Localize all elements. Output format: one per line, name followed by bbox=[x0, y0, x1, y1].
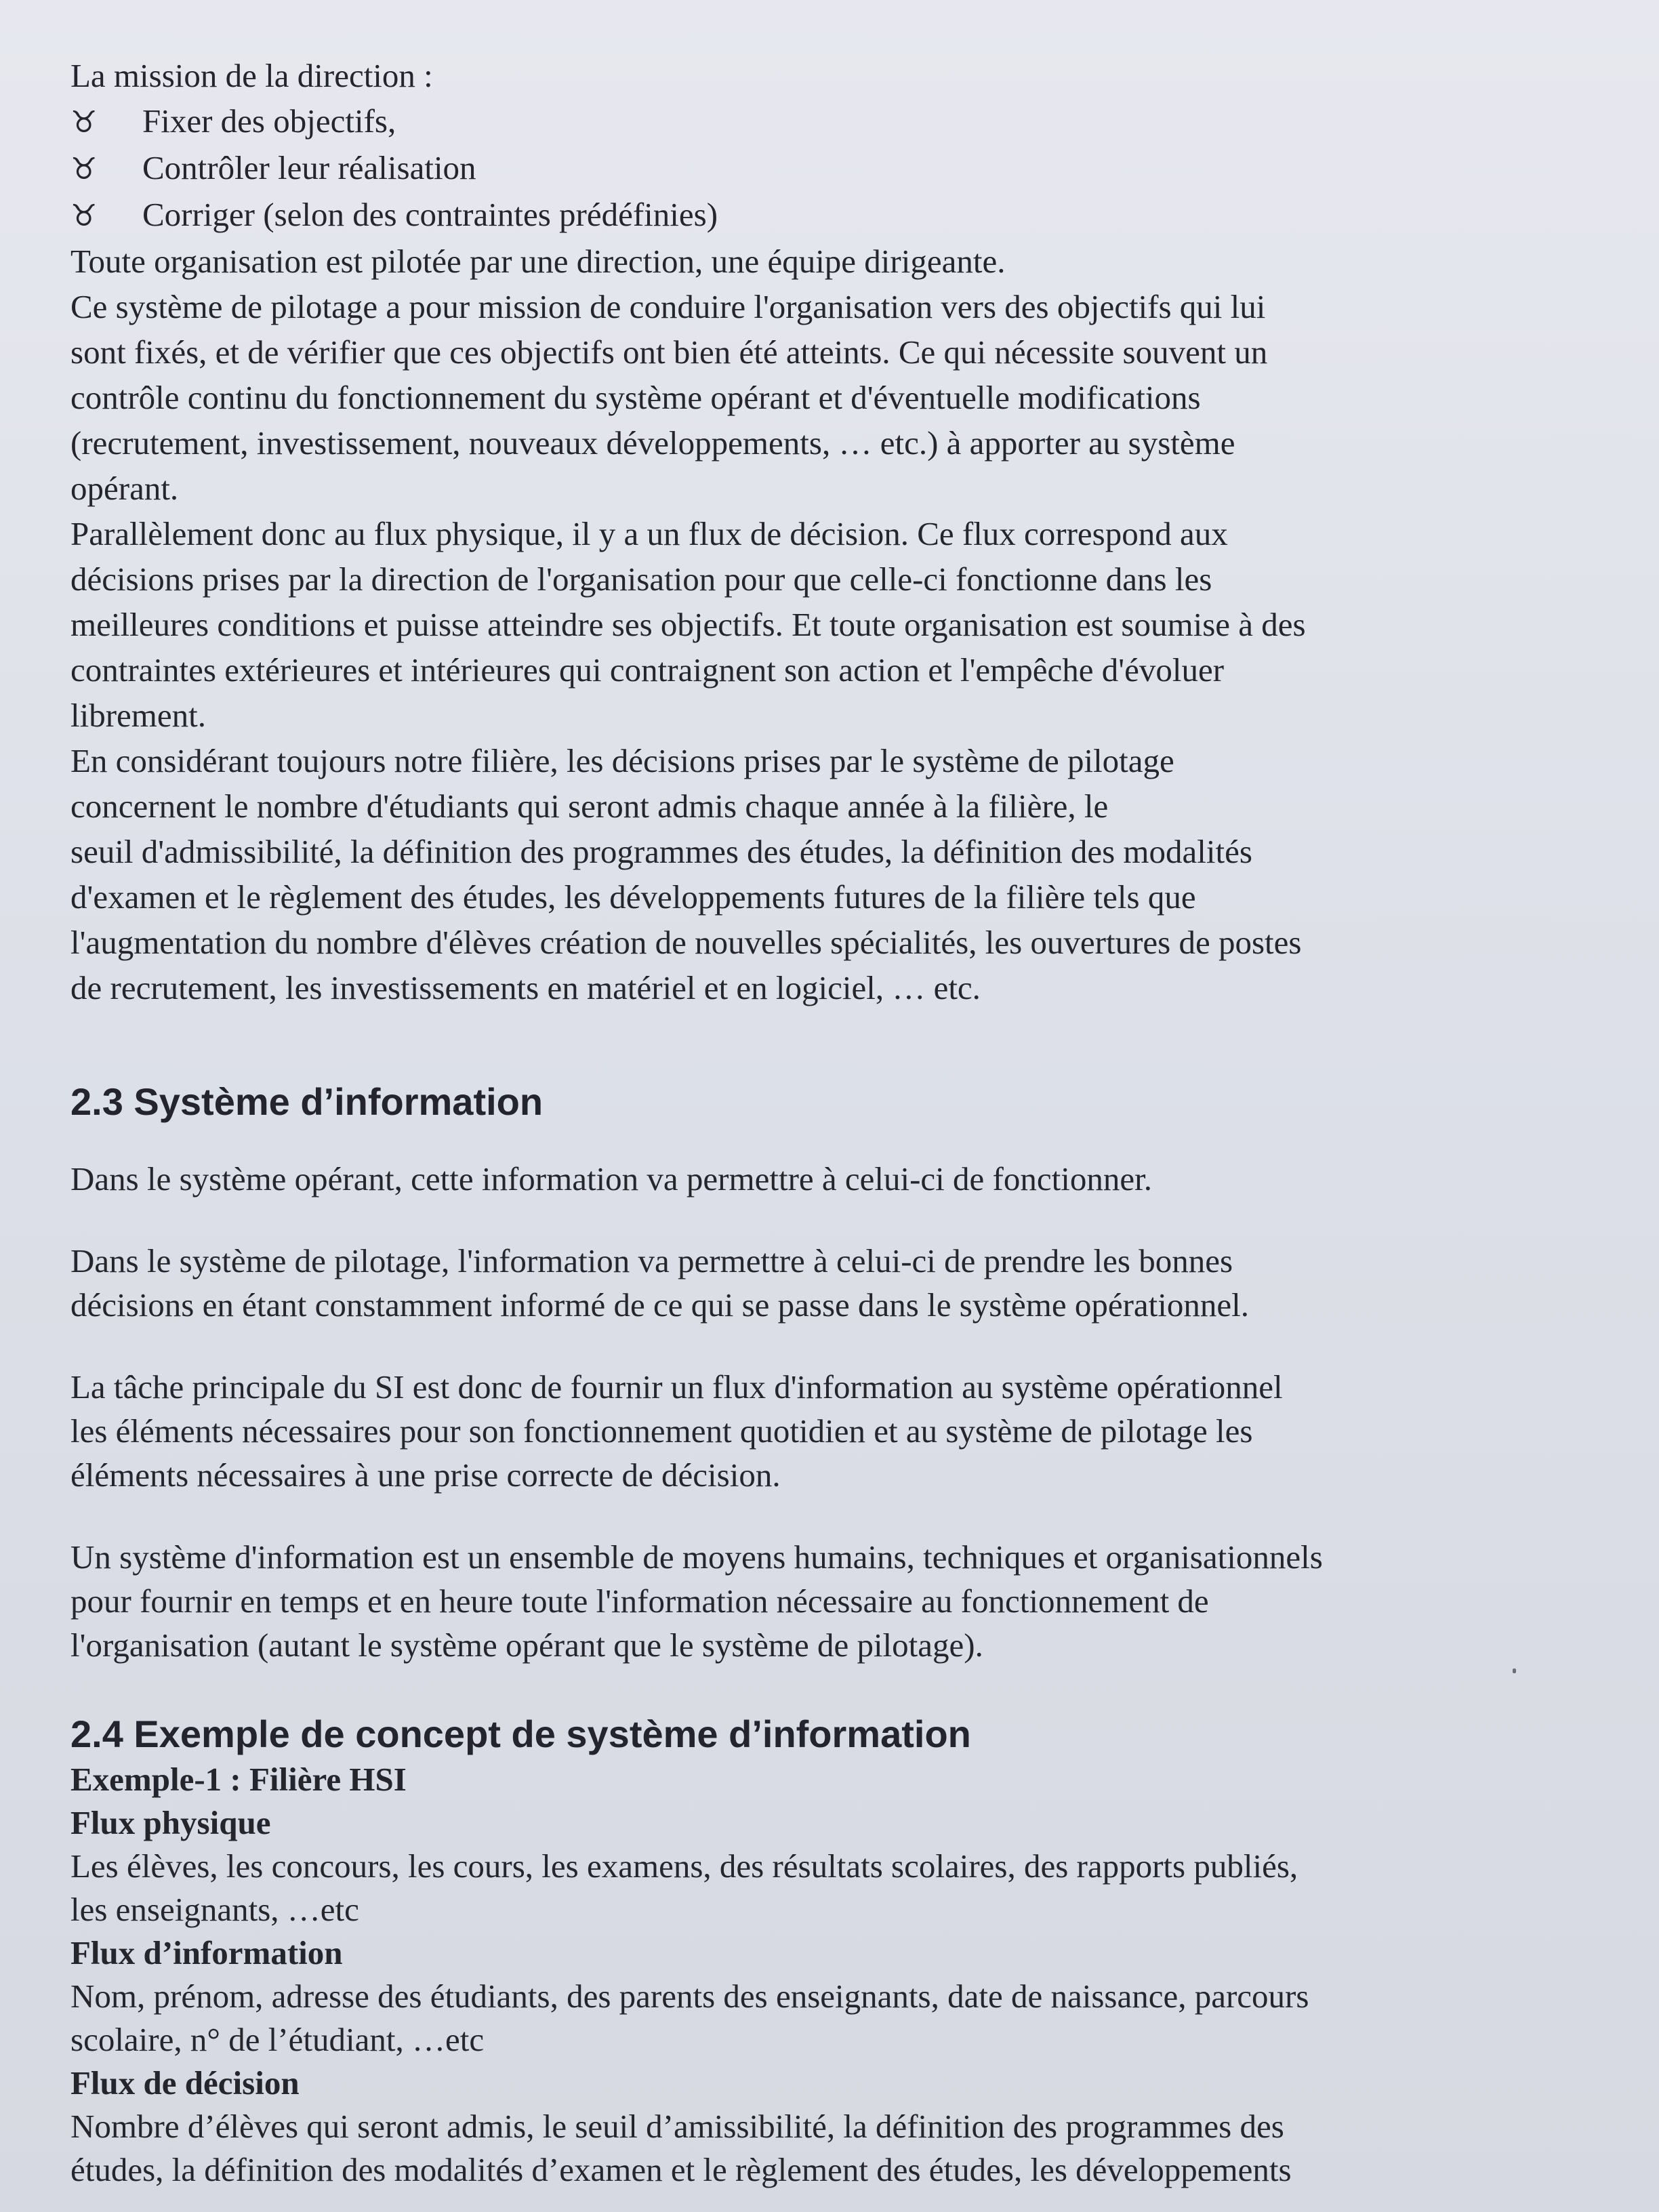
mission-title: La mission de la direction : bbox=[70, 57, 433, 94]
text-line: seuil d'admissibilité, la définition des programmes des études, la définition des modalités bbox=[70, 833, 1252, 870]
section-heading-2-3: 2.3 Système d’information bbox=[70, 1080, 544, 1123]
example-title: Exemple-1 : Filière HSI bbox=[70, 1761, 407, 1798]
text-line: Dans le système de pilotage, l'information va permettre à celui-ci de prendre les bonnes bbox=[70, 1242, 1233, 1279]
text-line: contrôle continu du fonctionnement du système opérant et d'éventuelle modifications bbox=[70, 379, 1201, 416]
example-block bbox=[70, 1758, 1503, 2192]
section-2-3-paragraph bbox=[70, 1535, 1503, 1667]
text-line: éléments nécessaires à une prise correcte de décision. bbox=[70, 1456, 781, 1494]
text-line: décisions prises par la direction de l'organisation pour que celle-ci fonctionne dans les bbox=[70, 560, 1212, 598]
text-line: pour fournir en temps et en heure toute l'information nécessaire au fonctionnement de bbox=[70, 1582, 1209, 1620]
mission-bullet-text: Corriger (selon des contraintes prédéfinies) bbox=[142, 196, 718, 233]
text-line: Un système d'information est un ensemble de moyens humains, techniques et organisationnels bbox=[70, 1538, 1323, 1576]
taurus-symbol-icon: ♉ bbox=[70, 199, 98, 233]
mission-bullet bbox=[70, 192, 1503, 239]
section-2-3-paragraph bbox=[70, 1157, 1503, 1201]
text-line: La tâche principale du SI est donc de fournir un flux d'information au système opérationnel bbox=[70, 1368, 1283, 1406]
text-line: opérant. bbox=[70, 470, 179, 507]
text-line: études, la définition des modalités d’examen et le règlement des études, les développements bbox=[70, 2151, 1292, 2188]
mission-bullet bbox=[70, 145, 1503, 192]
text-line: En considérant toujours notre filière, les décisions prises par le système de pilotage bbox=[70, 742, 1174, 779]
text-line: (recrutement, investissement, nouveaux développements, … etc.) à apporter au système bbox=[70, 424, 1235, 462]
flux-information-label: Flux d’information bbox=[70, 1934, 343, 1971]
text-line: Nombre d’élèves qui seront admis, le seuil d’amissibilité, la définition des programmes des bbox=[70, 2108, 1284, 2145]
section-2-3-paragraph bbox=[70, 1239, 1503, 1327]
text-line: librement. bbox=[70, 697, 207, 734]
text-line: Toute organisation est pilotée par une direction, une équipe dirigeante. bbox=[70, 243, 1006, 280]
text-line: Nom, prénom, adresse des étudiants, des parents des enseignants, date de naissance, parcours bbox=[70, 1978, 1309, 2015]
text-line: sont fixés, et de vérifier que ces objectifs ont bien été atteints. Ce qui nécessite souvent un bbox=[70, 333, 1268, 371]
mission-block bbox=[70, 53, 1503, 239]
text-line: l'augmentation du nombre d'élèves création de nouvelles spécialités, les ouvertures de postes bbox=[70, 924, 1302, 961]
mission-bullet-text: Fixer des objectifs, bbox=[142, 102, 396, 140]
flux-decision-label: Flux de décision bbox=[70, 2064, 300, 2102]
text-line: Les élèves, les concours, les cours, les examens, des résultats scolaires, des rapports publiés, bbox=[70, 1847, 1298, 1885]
text-line: Parallèlement donc au flux physique, il y a un flux de décision. Ce flux correspond aux bbox=[70, 515, 1228, 552]
text-line: décisions en étant constamment informé de ce qui se passe dans le système opérationnel. bbox=[70, 1286, 1249, 1324]
taurus-symbol-icon: ♉ bbox=[70, 152, 98, 186]
taurus-symbol-icon: ♉ bbox=[70, 105, 98, 140]
text-line: meilleures conditions et puisse atteindre ses objectifs. Et toute organisation est soumise à des bbox=[70, 606, 1306, 643]
flux-physique-label: Flux physique bbox=[70, 1804, 271, 1841]
mission-bullet-text: Contrôler leur réalisation bbox=[142, 149, 476, 186]
text-line: les éléments nécessaires pour son fonctionnement quotidien et au système de pilotage les bbox=[70, 1412, 1253, 1450]
text-line: les enseignants, …etc bbox=[70, 1891, 359, 1928]
intro-paragraph bbox=[70, 511, 1503, 738]
text-line: Dans le système opérant, cette information va permettre à celui-ci de fonctionner. bbox=[70, 1160, 1152, 1197]
text-line: de recrutement, les investissements en matériel et en logiciel, … etc. bbox=[70, 969, 981, 1006]
text-line: concernent le nombre d'étudiants qui seront admis chaque année à la filière, le bbox=[70, 787, 1109, 825]
mission-bullet bbox=[70, 98, 1503, 145]
text-line: Ce système de pilotage a pour mission de conduire l'organisation vers des objectifs qui lui bbox=[70, 288, 1266, 325]
paper-speck bbox=[1513, 1668, 1516, 1673]
intro-paragraph bbox=[70, 738, 1503, 1010]
intro-paragraph bbox=[70, 239, 1503, 511]
text-line: d'examen et le règlement des études, les développements futures de la filière tels que bbox=[70, 878, 1196, 916]
text-line: scolaire, n° de l’étudiant, …etc bbox=[70, 2021, 485, 2058]
text-line: l'organisation (autant le système opérant que le système de pilotage). bbox=[70, 1626, 983, 1664]
section-heading-2-4: 2.4 Exemple de concept de système d’information bbox=[70, 1713, 971, 1755]
text-line: contraintes extérieures et intérieures qui contraignent son action et l'empêche d'évoluer bbox=[70, 651, 1225, 689]
section-2-3-paragraph bbox=[70, 1365, 1503, 1497]
